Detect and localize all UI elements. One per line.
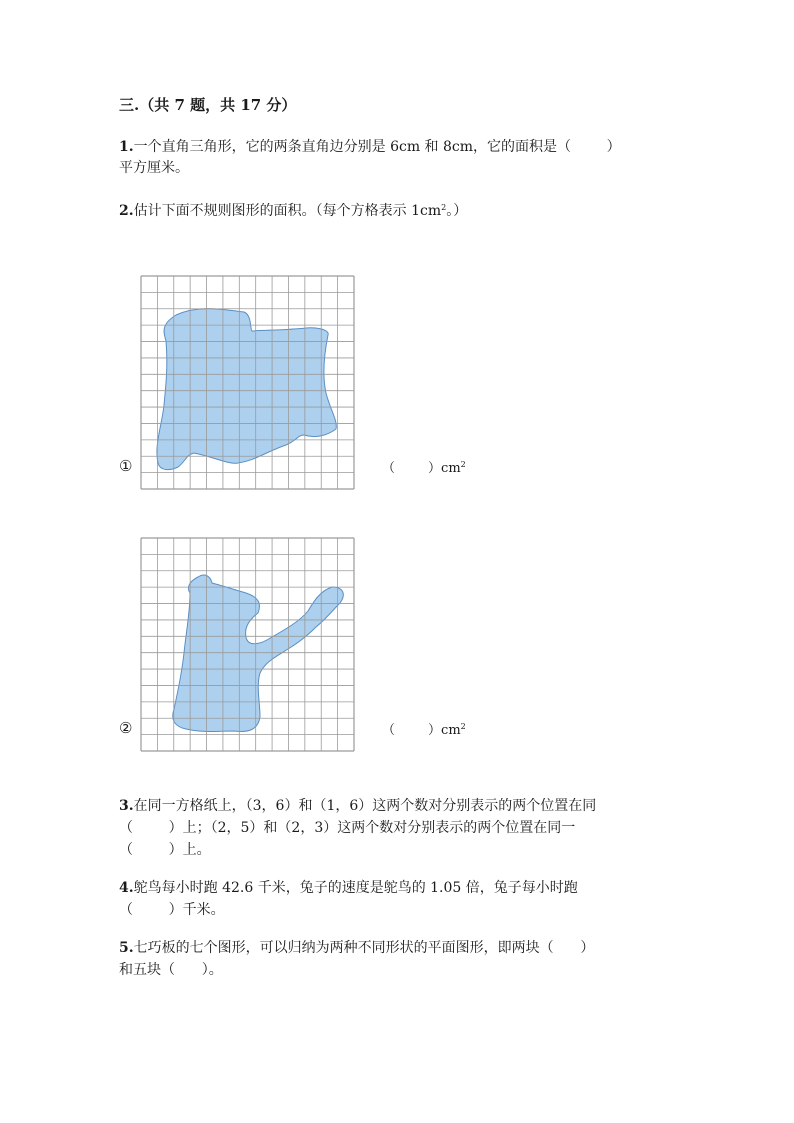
question-4-text-line2: （ ）千米。 <box>119 902 225 918</box>
question-1-number: 1. <box>119 139 134 155</box>
question-3-text-line2: （ ）上；（2，5）和（2，3）这两个数对分别表示的两个位置在同一 <box>119 820 576 836</box>
question-2-prompt-end: 。） <box>446 203 468 219</box>
figure-2-answer-blank[interactable] <box>382 717 466 741</box>
question-5-number: 5. <box>119 940 134 956</box>
question-3-text-line3: （ ）上。 <box>119 842 211 858</box>
grid-figure-2 <box>140 537 355 752</box>
question-4 <box>119 878 578 898</box>
question-3-text-line1: 在同一方格纸上，（3，6）和（1，6）这两个数对分别表示的两个位置在同 <box>133 798 597 814</box>
figure-2-answer-text: （ ）cm <box>382 723 461 738</box>
irregular-shape-2 <box>173 575 344 732</box>
question-4-number: 4. <box>119 880 134 896</box>
question-3 <box>119 796 596 816</box>
question-5-text-line2: 和五块（ ）。 <box>119 962 223 978</box>
question-5 <box>119 938 594 958</box>
question-5-text-line1: 七巧板的七个图形，可以归纳为两种不同形状的平面图形，即两块（ ） <box>133 940 595 956</box>
question-2-number: 2. <box>119 203 134 219</box>
grid-figure-1 <box>140 275 355 490</box>
figure-1-marker: ① <box>119 457 133 475</box>
figure-2-answer-superscript: 2 <box>460 722 466 731</box>
question-3-number: 3. <box>119 798 134 814</box>
figure-2-marker: ② <box>119 719 133 737</box>
figure-1-answer-text: （ ）cm <box>382 461 461 476</box>
question-1 <box>119 137 621 157</box>
question-1-text-line2: 平方厘米。 <box>119 160 189 176</box>
question-2-prompt: 估计下面不规则图形的面积。（每个方格表示 1cm <box>133 203 442 219</box>
question-2 <box>119 198 467 221</box>
figure-1-answer-superscript: 2 <box>460 460 466 469</box>
irregular-shape-1 <box>157 309 336 470</box>
question-2-prompt-superscript: 2 <box>441 203 447 212</box>
question-1-text-line1: 一个直角三角形，它的两条直角边分别是 6cm 和 8cm，它的面积是（ ） <box>133 139 621 155</box>
question-4-text-line1: 鸵鸟每小时跑 42.6 千米，兔子的速度是鸵鸟的 1.05 倍，兔子每小时跑 <box>133 880 578 896</box>
figure-1-answer-blank[interactable] <box>382 455 466 479</box>
section-heading: 三.（共 7 题，共 17 分） <box>119 96 297 114</box>
